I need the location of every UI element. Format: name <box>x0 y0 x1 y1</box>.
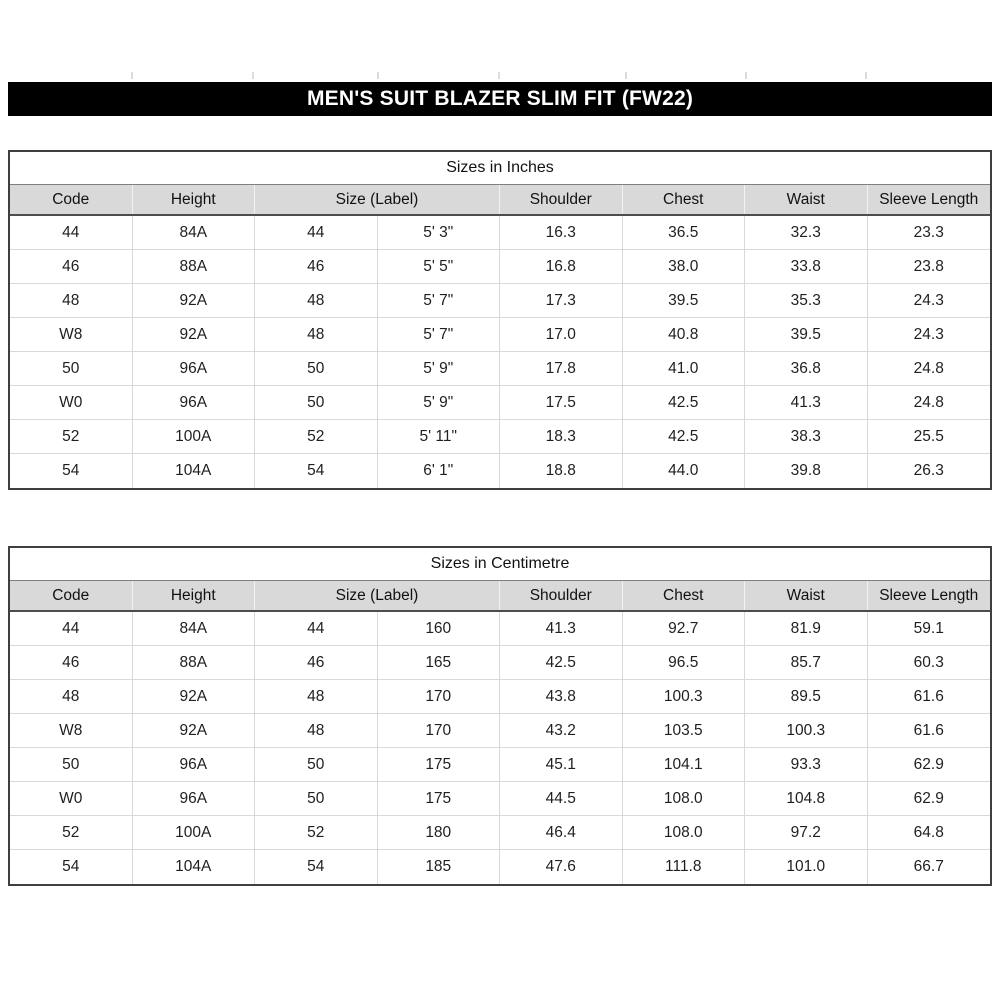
table-cell: 101.0 <box>745 850 868 884</box>
table-cell: 24.8 <box>913 359 944 377</box>
table-cell: 26.3 <box>913 462 944 479</box>
table-cell: 96A <box>133 782 256 815</box>
title-banner <box>8 82 992 116</box>
table-cell: 88A <box>133 250 256 283</box>
tick-mark <box>252 72 254 79</box>
table-cell: 175 <box>378 782 501 815</box>
table-row <box>10 612 990 646</box>
table-cell: 54 <box>255 850 378 884</box>
table-cell: 175 <box>378 748 501 781</box>
tick-mark <box>625 72 627 79</box>
table-cell: 96A <box>133 352 256 385</box>
tick-mark <box>745 72 747 79</box>
table-cell: 46 <box>255 250 378 283</box>
table-cell: 96.5 <box>623 646 746 679</box>
table-row <box>10 454 990 488</box>
table-cell: 66.7 <box>913 858 944 875</box>
table-cell: 88A <box>133 646 256 679</box>
table-cell: 84A <box>133 612 256 645</box>
table-cell: 16.8 <box>500 250 623 283</box>
table-cell: 92A <box>133 714 256 747</box>
table-cell: 46 <box>255 646 378 679</box>
table-row <box>10 748 990 782</box>
table-cell: 39.5 <box>623 284 746 317</box>
page-title: MEN'S SUIT BLAZER SLIM FIT (FW22) <box>306 87 694 110</box>
column-header-sleeve-length: Sleeve Length <box>879 586 979 604</box>
column-header-waist: Waist <box>745 185 868 214</box>
table-cell: 100.3 <box>745 714 868 747</box>
table-cell: 5' 3" <box>378 216 501 249</box>
table-cell: 81.9 <box>745 612 868 645</box>
table-row <box>10 386 990 420</box>
table-row <box>10 782 990 816</box>
table-cell: 160 <box>378 612 501 645</box>
table-cell: 96A <box>133 386 256 419</box>
table-cell: 24.8 <box>913 393 944 411</box>
table-cell: 43.2 <box>500 714 623 747</box>
table-cell: 96A <box>133 748 256 781</box>
table-cell: 64.8 <box>913 823 944 841</box>
column-header-shoulder: Shoulder <box>500 581 623 610</box>
table-cell: 93.3 <box>745 748 868 781</box>
table-cell: 170 <box>378 680 501 713</box>
table-body <box>10 612 990 884</box>
table-cell: 6' 1" <box>378 454 501 488</box>
table-cell: 50 <box>10 352 133 385</box>
table-cell: 41.0 <box>623 352 746 385</box>
table-cell: 17.8 <box>500 352 623 385</box>
table-cell: 59.1 <box>913 619 944 637</box>
table-cell: 24.3 <box>913 325 944 343</box>
table-header-row <box>10 184 990 216</box>
column-header-height: Height <box>133 185 256 214</box>
table-cell: 46 <box>10 646 133 679</box>
centimetre-size-table <box>8 546 992 886</box>
table-cell: 5' 7" <box>378 318 501 351</box>
table-cell: 43.8 <box>500 680 623 713</box>
table-cell: 48 <box>255 714 378 747</box>
table-cell: 61.6 <box>913 721 944 739</box>
table-cell: 18.3 <box>500 420 623 453</box>
table-cell: 50 <box>255 386 378 419</box>
table-cell: 33.8 <box>745 250 868 283</box>
table-cell: 47.6 <box>500 850 623 884</box>
table-cell: 39.8 <box>745 454 868 488</box>
column-header-size-label: Size (Label) <box>255 581 500 610</box>
table-row <box>10 318 990 352</box>
table-cell: 23.8 <box>913 257 944 275</box>
table-row <box>10 250 990 284</box>
table-cell: 97.2 <box>745 816 868 849</box>
table-cell: 103.5 <box>623 714 746 747</box>
table-row <box>10 646 990 680</box>
table-cell: 25.5 <box>913 427 944 445</box>
table-cell: 100.3 <box>623 680 746 713</box>
table-cell: 52 <box>10 420 133 453</box>
table-row <box>10 352 990 386</box>
table-cell: 48 <box>10 680 133 713</box>
table-cell: 54 <box>10 850 133 884</box>
tick-mark <box>377 72 379 79</box>
table-cell: 61.6 <box>913 687 944 705</box>
table-cell: 40.8 <box>623 318 746 351</box>
table-cell: 16.3 <box>500 216 623 249</box>
table-cell: 44 <box>255 612 378 645</box>
table-row <box>10 420 990 454</box>
table-cell: 48 <box>255 680 378 713</box>
table-cell: 5' 7" <box>378 284 501 317</box>
table-cell: 44 <box>10 612 133 645</box>
table-cell: 48 <box>10 284 133 317</box>
table-cell: 62.9 <box>913 755 944 773</box>
table-cell: 62.9 <box>913 789 944 807</box>
table-cell: 18.8 <box>500 454 623 488</box>
table-cell: 44 <box>10 216 133 249</box>
column-header-waist: Waist <box>745 581 868 610</box>
table-cell: 42.5 <box>623 420 746 453</box>
table-cell: 50 <box>10 748 133 781</box>
table-cell: 42.5 <box>500 646 623 679</box>
table-cell: W8 <box>10 714 133 747</box>
table-cell: 89.5 <box>745 680 868 713</box>
table-cell: 5' 9" <box>378 352 501 385</box>
table-cell: 180 <box>378 816 501 849</box>
column-header-sleeve-length: Sleeve Length <box>879 190 979 208</box>
tick-mark <box>865 72 867 79</box>
tick-mark <box>498 72 500 79</box>
table-cell: 100A <box>133 420 256 453</box>
table-cell: 44.5 <box>500 782 623 815</box>
tick-mark <box>131 72 133 79</box>
table-cell: 38.0 <box>623 250 746 283</box>
table-cell: 48 <box>255 284 378 317</box>
table-row <box>10 284 990 318</box>
table-cell: 50 <box>255 748 378 781</box>
table-cell: 36.5 <box>623 216 746 249</box>
table-title: Sizes in Centimetre <box>430 555 570 572</box>
table-cell: 32.3 <box>745 216 868 249</box>
table-cell: 100A <box>133 816 256 849</box>
table-row <box>10 816 990 850</box>
table-cell: 92A <box>133 680 256 713</box>
column-header-size-label: Size (Label) <box>255 185 500 214</box>
table-cell: 46 <box>10 250 133 283</box>
table-cell: 17.5 <box>500 386 623 419</box>
table-cell: 44 <box>255 216 378 249</box>
table-cell: 42.5 <box>623 386 746 419</box>
table-cell: 38.3 <box>745 420 868 453</box>
table-cell: 5' 9" <box>378 386 501 419</box>
table-cell: 5' 5" <box>378 250 501 283</box>
column-header-chest: Chest <box>623 581 746 610</box>
column-header-chest: Chest <box>623 185 746 214</box>
table-cell: 84A <box>133 216 256 249</box>
table-cell: 85.7 <box>745 646 868 679</box>
table-cell: 108.0 <box>623 816 746 849</box>
table-row <box>10 714 990 748</box>
table-cell: 44.0 <box>623 454 746 488</box>
table-cell: 60.3 <box>913 653 944 671</box>
table-cell: 54 <box>255 454 378 488</box>
table-cell: 104A <box>133 454 256 488</box>
table-cell: 41.3 <box>745 386 868 419</box>
table-cell: 104.8 <box>745 782 868 815</box>
table-cell: 39.5 <box>745 318 868 351</box>
table-row <box>10 850 990 884</box>
table-cell: 104A <box>133 850 256 884</box>
table-cell: 5' 11" <box>378 420 501 453</box>
table-cell: 35.3 <box>745 284 868 317</box>
table-cell: 50 <box>255 352 378 385</box>
table-title: Sizes in Inches <box>446 159 554 176</box>
column-header-code: Code <box>10 581 133 610</box>
table-cell: 54 <box>10 454 133 488</box>
table-cell: 52 <box>255 420 378 453</box>
table-cell: 165 <box>378 646 501 679</box>
table-cell: 92A <box>133 318 256 351</box>
table-cell: 17.0 <box>500 318 623 351</box>
table-header-row <box>10 580 990 612</box>
column-header-shoulder: Shoulder <box>500 185 623 214</box>
inches-size-table <box>8 150 992 490</box>
table-cell: 50 <box>255 782 378 815</box>
table-cell: 52 <box>255 816 378 849</box>
column-header-code: Code <box>10 185 133 214</box>
table-cell: 111.8 <box>623 850 746 884</box>
table-cell: 36.8 <box>745 352 868 385</box>
table-cell: 185 <box>378 850 501 884</box>
table-cell: 108.0 <box>623 782 746 815</box>
table-cell: W8 <box>10 318 133 351</box>
table-row <box>10 216 990 250</box>
table-cell: 23.3 <box>913 223 944 241</box>
table-cell: W0 <box>10 782 133 815</box>
table-cell: 24.3 <box>913 291 944 309</box>
column-header-height: Height <box>133 581 256 610</box>
table-cell: W0 <box>10 386 133 419</box>
table-cell: 17.3 <box>500 284 623 317</box>
table-row <box>10 680 990 714</box>
table-cell: 45.1 <box>500 748 623 781</box>
table-cell: 46.4 <box>500 816 623 849</box>
table-cell: 48 <box>255 318 378 351</box>
table-cell: 170 <box>378 714 501 747</box>
table-cell: 52 <box>10 816 133 849</box>
table-cell: 92A <box>133 284 256 317</box>
table-cell: 92.7 <box>623 612 746 645</box>
table-cell: 104.1 <box>623 748 746 781</box>
table-cell: 41.3 <box>500 612 623 645</box>
table-body <box>10 216 990 488</box>
